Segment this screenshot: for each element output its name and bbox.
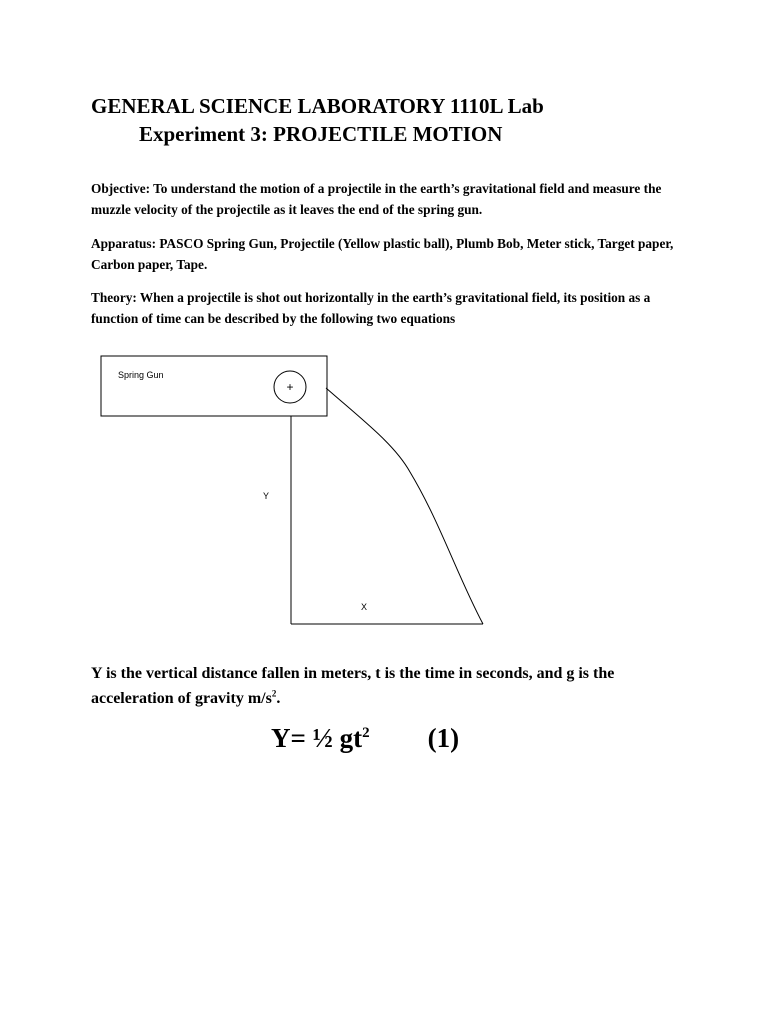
equation-lhs: Y= ½ gt [271,723,363,753]
apparatus-paragraph: Apparatus: PASCO Spring Gun, Projectile (Yellow plastic ball), Plumb Bob, Meter stick, Target paper, Carbon paper, Tape. [91,236,674,272]
spring-gun-label: Spring Gun [118,370,164,380]
projectile-diagram [95,350,495,635]
trajectory-curve [326,388,483,624]
equation-number: (1) [427,723,460,753]
document-title: GENERAL SCIENCE LABORATORY 1110L Lab [91,94,544,118]
plus-symbol: + [286,380,294,394]
objective-paragraph: Objective: To understand the motion of a projectile in the earth’s gravitational field and measure the muzzle velocity of the projectile as it leaves the end of the spring gun. [91,181,662,217]
variable-explanation [91,661,691,711]
equation-1 [271,723,459,754]
experiment-title: Experiment 3: PROJECTILE MOTION [139,122,503,146]
equation-exponent: 2 [362,725,370,741]
explanation-superscript: 2 [271,688,277,699]
explanation-text: Y is the vertical distance fallen in meters, t is the time in seconds, and g is the acceleration of gravity m/s [91,665,615,707]
x-label: X [361,602,368,612]
y-label: Y [263,491,270,501]
explanation-end: . [276,690,281,707]
theory-paragraph: Theory: When a projectile is shot out horizontally in the earth’s gravitational field, its position as a function of time can be described by the following two equations [91,290,651,326]
